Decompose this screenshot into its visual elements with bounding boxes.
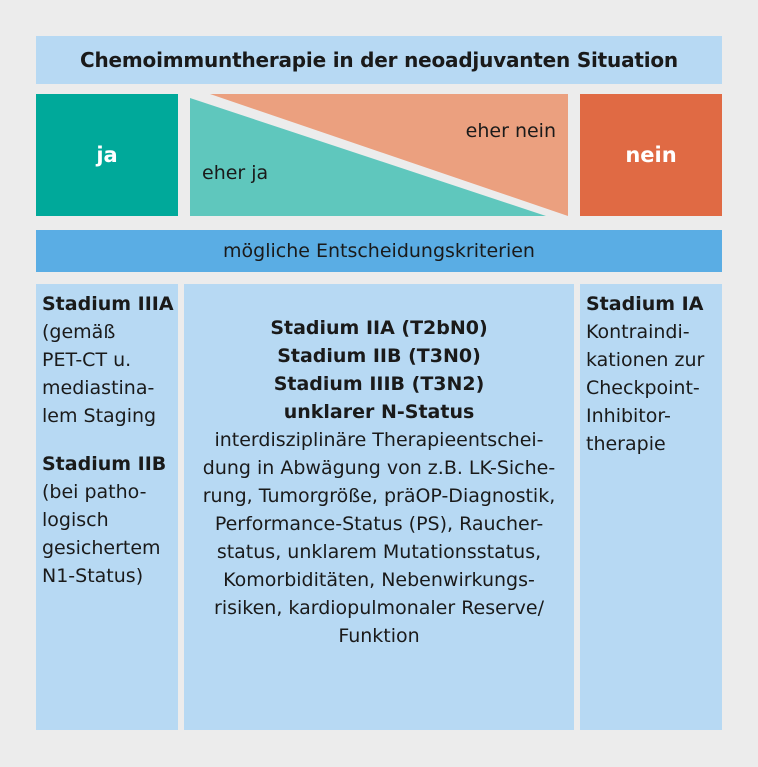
eher-nein-label: eher nein	[465, 120, 556, 142]
eher-ja-label: eher ja	[202, 162, 269, 184]
left-text-line: gesichertem	[42, 537, 161, 559]
middle-text-line: Komorbiditäten, Nebenwirkungs-	[223, 569, 535, 591]
right-column	[580, 284, 722, 730]
middle-text-line: Funktion	[338, 625, 420, 647]
middle-text-line: rung, Tumorgröße, präOP-Diagnostik,	[202, 485, 556, 507]
middle-text-line: interdisziplinäre Therapieentschei-	[214, 429, 544, 451]
eher-triangles	[190, 94, 568, 216]
middle-bold-line: unklarer N-Status	[283, 401, 475, 423]
left-text-line: lem Staging	[42, 405, 157, 427]
chart-title: Chemoimmuntherapie in der neoadjuvanten Situation	[36, 36, 722, 84]
right-text-line: Checkpoint-	[586, 377, 700, 399]
middle-text-line: risiken, kardiopulmonaler Reserve/	[214, 597, 544, 619]
left-text-line: mediastina-	[42, 377, 155, 399]
right-text-line: kationen zur	[586, 349, 705, 371]
stage-iib-title: Stadium IIB	[42, 453, 167, 475]
left-text-line: logisch	[42, 509, 109, 531]
left-text-line: (gemäß	[42, 321, 116, 343]
ja-box: ja	[36, 94, 178, 216]
middle-bold-line: Stadium IIB (T3N0)	[277, 345, 481, 367]
triangles-graphic	[190, 94, 568, 216]
criteria-header: mögliche Entscheidungskriterien	[36, 230, 722, 272]
left-text-line: (bei patho-	[42, 481, 147, 503]
middle-bold-line: Stadium IIA (T2bN0)	[270, 317, 488, 339]
right-text-line: Inhibitor-	[586, 405, 671, 427]
middle-text-line: Performance-Status (PS), Raucher-	[214, 513, 544, 535]
left-text-line: PET-CT u.	[42, 349, 132, 371]
middle-column	[184, 284, 574, 730]
middle-text-line: dung in Abwägung von z.B. LK-Siche-	[202, 457, 556, 479]
middle-bold-line: Stadium IIIB (T3N2)	[273, 373, 485, 395]
left-column	[36, 284, 178, 730]
stage-iiia-title: Stadium IIIA	[42, 293, 174, 315]
middle-text-line: status, unklarem Mutationsstatus,	[216, 541, 542, 563]
nein-box: nein	[580, 94, 722, 216]
stage-ia-title: Stadium IA	[586, 293, 704, 315]
left-text-line: N1-Status)	[42, 565, 144, 587]
right-text-line: Kontraindi-	[586, 321, 690, 343]
right-text-line: therapie	[586, 433, 666, 455]
